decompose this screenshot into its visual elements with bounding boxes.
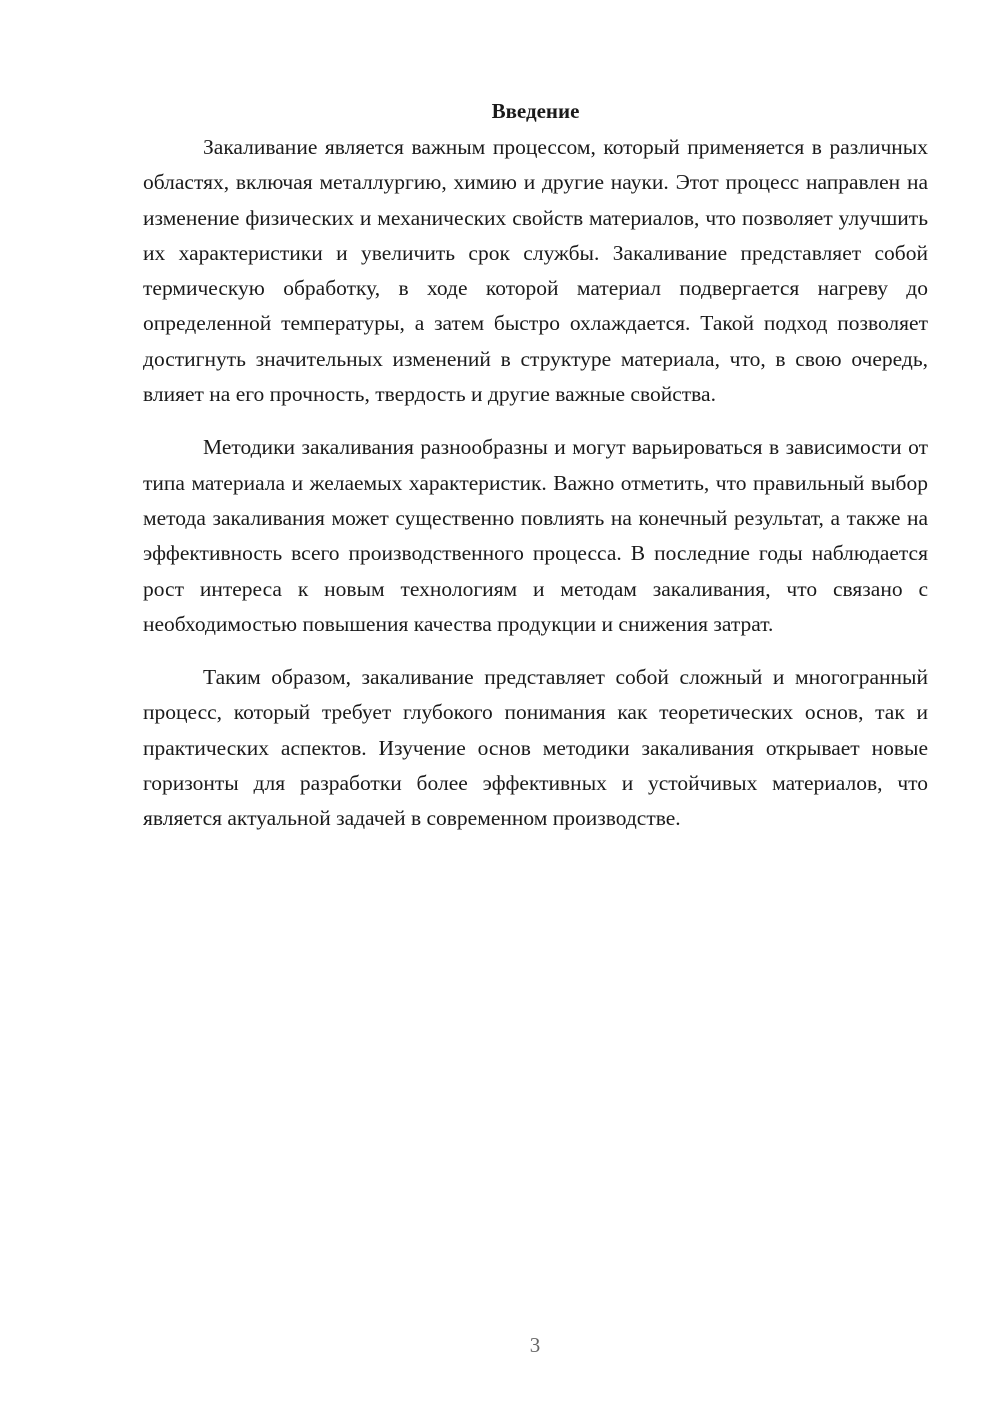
- paragraph-3: Таким образом, закаливание представляет собой сложный и многогранный процесс, который требует глубокого понимания как теоретических основ, так и практических аспектов. Изучение основ методики закаливания открывает новые горизонты для разработки более эффективных и устойчивых материалов, что является актуальной задачей в современном производстве.: [143, 665, 928, 831]
- section-heading: Введение: [491, 99, 580, 123]
- page-content: [143, 96, 928, 855]
- paragraph-2: Методики закаливания разнообразны и могут варьироваться в зависимости от типа материала и желаемых характеристик. Важно отметить, что правильный выбор метода закаливания может существенно повлиять на конечный результат, а также на эффективность всего производственного процесса. В последние годы наблюдается рост интереса к новым технологиям и методам закаливания, что связано с необходимостью повышения качества продукции и снижения затрат.: [143, 435, 928, 636]
- page-number: 3: [529, 1333, 541, 1357]
- paragraph-1: Закаливание является важным процессом, который применяется в различных областях, включая металлургию, химию и другие науки. Этот процесс направлен на изменение физических и механических свойств материалов, что позволяет улучшить их характеристики и увеличить срок службы. Закаливание представляет собой термическую обработку, в ходе которой материал подвергается нагреву до определенной температуры, а затем быстро охлаждается. Такой подход позволяет достигнуть значительных изменений в структуре материала, что, в свою очередь, влияет на его прочность, твердость и другие важные свойства.: [143, 135, 928, 407]
